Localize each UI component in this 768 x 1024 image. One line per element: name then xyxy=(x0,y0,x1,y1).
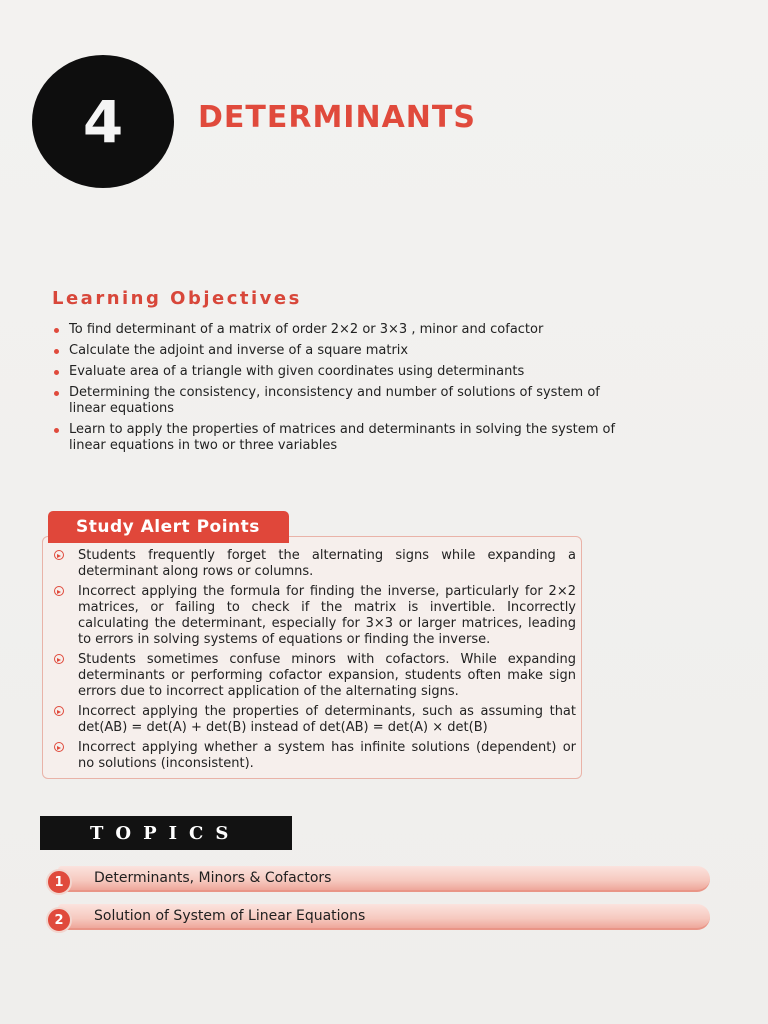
learning-objective-item xyxy=(52,422,632,454)
topic-label: Solution of System of Linear Equations xyxy=(94,908,366,924)
bullet-icon xyxy=(54,428,59,433)
learning-objectives-list xyxy=(52,322,632,459)
study-alert-item xyxy=(52,548,576,580)
arrow-circle-icon xyxy=(54,654,64,664)
study-alert-text: Students frequently forget the alternating signs while expanding a determinant along rows or columns. xyxy=(78,548,576,579)
study-alert-text: Incorrect applying the formula for finding the inverse, particularly for 2×2 matrices, or failing to check if the matrix is invertible. Incorrectly calculating the determinant, especially for 3×3 or larger matrices, leading to errors in solving systems of equations or finding the inverse. xyxy=(78,584,576,647)
arrow-circle-icon xyxy=(54,742,64,752)
learning-objective-item xyxy=(52,364,632,380)
learning-objective-text: To find determinant of a matrix of order 2×2 or 3×3 , minor and cofactor xyxy=(69,322,544,337)
arrow-circle-icon xyxy=(54,586,64,596)
learning-objective-text: Determining the consistency, inconsistency and number of solutions of system of linear equations xyxy=(69,385,600,416)
learning-objective-item xyxy=(52,385,632,417)
bullet-icon xyxy=(54,328,59,333)
learning-objective-item xyxy=(52,343,632,359)
study-alert-item xyxy=(52,704,576,736)
arrow-circle-icon xyxy=(54,706,64,716)
learning-objective-item xyxy=(52,322,632,338)
learning-objective-text: Calculate the adjoint and inverse of a square matrix xyxy=(69,343,409,358)
topic-number: 2 xyxy=(46,907,72,933)
bullet-icon xyxy=(54,391,59,396)
bullet-icon xyxy=(54,349,59,354)
study-alert-heading: Study Alert Points xyxy=(48,511,289,543)
study-alert-list xyxy=(52,548,576,776)
learning-objective-text: Evaluate area of a triangle with given coordinates using determinants xyxy=(69,364,525,379)
learning-objectives-heading: Learning Objectives xyxy=(52,288,302,309)
study-alert-item xyxy=(52,584,576,648)
topic-label: Determinants, Minors & Cofactors xyxy=(94,870,332,886)
chapter-number: 4 xyxy=(82,87,124,156)
topics-heading: TOPICS xyxy=(40,816,292,850)
study-alert-text: Incorrect applying whether a system has infinite solutions (dependent) or no solutions (inconsistent). xyxy=(78,740,576,771)
topic-item xyxy=(46,866,710,892)
topic-item xyxy=(46,904,710,930)
bullet-icon xyxy=(54,370,59,375)
study-alert-text: Incorrect applying the properties of determinants, such as assuming that det(AB) = det(A) + det(B) instead of det(AB) = det(A) × det(B) xyxy=(78,704,576,735)
arrow-circle-icon xyxy=(54,550,64,560)
learning-objective-text: Learn to apply the properties of matrices and determinants in solving the system of linear equations in two or three variables xyxy=(69,422,616,453)
study-alert-item xyxy=(52,652,576,700)
study-alert-text: Students sometimes confuse minors with cofactors. While expanding determinants or performing cofactor expansion, students often make sign errors due to incorrect application of the alternating signs. xyxy=(78,652,576,699)
topic-number: 1 xyxy=(46,869,72,895)
chapter-number-badge xyxy=(32,55,174,188)
chapter-title: DETERMINANTS xyxy=(198,100,476,135)
study-alert-item xyxy=(52,740,576,772)
